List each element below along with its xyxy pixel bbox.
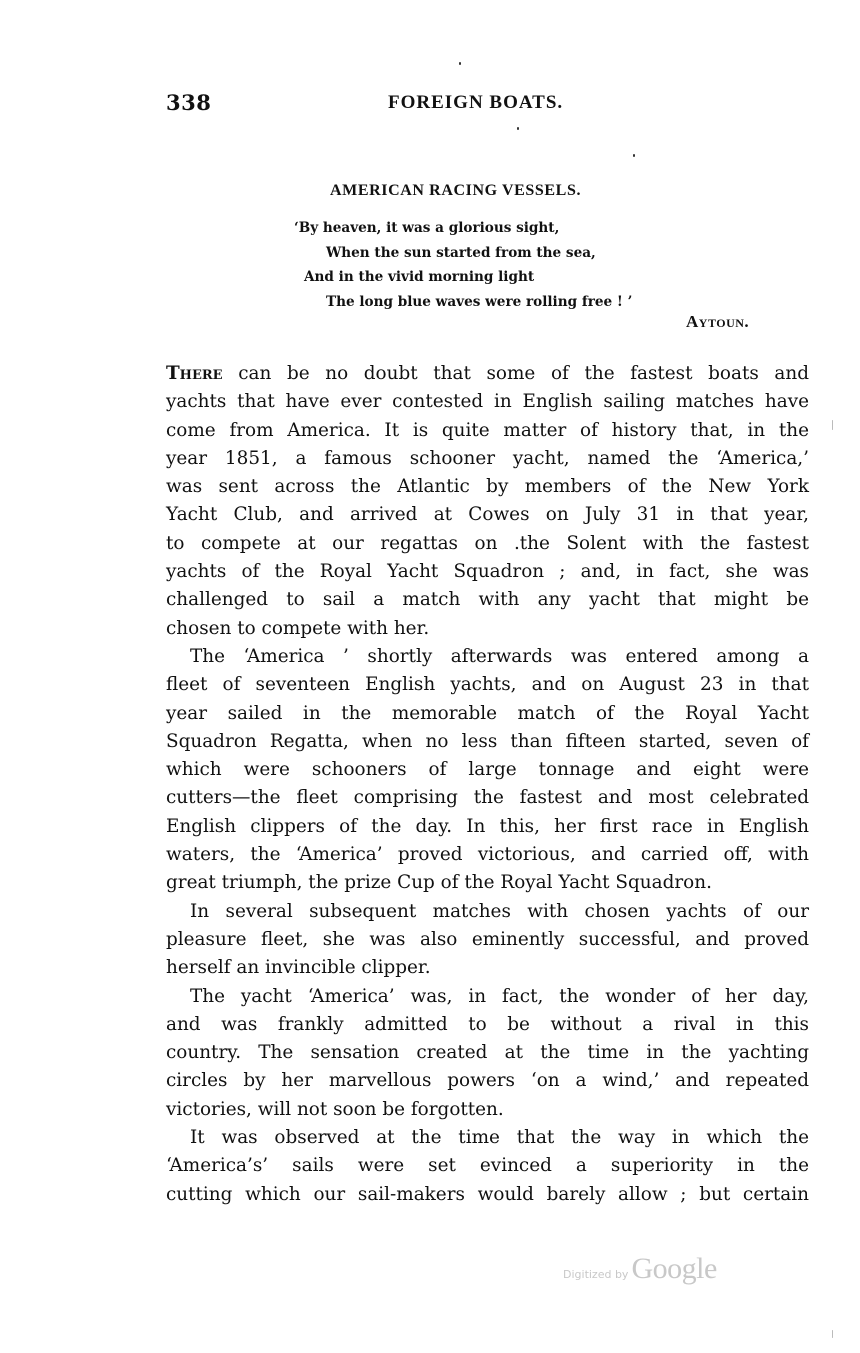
text-line: pleasure fleet, she was also eminently successful, and proved <box>166 928 809 950</box>
text-fragment: can be no doubt that some of the fastest boats and <box>222 363 809 384</box>
text-line: yachts of the Royal Yacht Squadron ; and, in fact, she was <box>166 561 809 583</box>
lead-word: There <box>166 363 223 384</box>
paragraph <box>166 898 809 983</box>
scan-speck <box>832 1330 833 1338</box>
running-head <box>166 90 812 120</box>
paragraph <box>166 983 809 1124</box>
text-line: victories, will not soon be forgotten. <box>166 1098 504 1120</box>
scan-speck <box>832 420 833 430</box>
text-line: come from America. It is quite matter of history that, in the <box>166 419 809 441</box>
epigraph-line: ‘By heaven, it was a glorious sight, <box>294 220 560 236</box>
text-line: country. The sensation created at the time in the yachting <box>166 1042 809 1064</box>
text-line: Yacht Club, and arrived at Cowes on July 31 in that year, <box>166 504 809 526</box>
text-line <box>166 360 809 388</box>
epigraph-line: The long blue waves were rolling free ! ’ <box>326 293 633 310</box>
text-line: Squadron Regatta, when no less than fifteen started, seven of <box>166 730 809 752</box>
paragraph <box>166 1124 809 1209</box>
text-line: herself an invincible clipper. <box>166 957 431 979</box>
google-logo-text: Google <box>631 1252 717 1285</box>
paragraph <box>166 643 809 898</box>
text-line: It was observed at the time that the way in which the <box>190 1127 809 1149</box>
running-title: FOREIGN BOATS. <box>388 92 564 113</box>
scan-speck <box>633 154 635 157</box>
epigraph-attribution: Aytoun. <box>686 312 750 331</box>
epigraph-line: And in the vivid morning light <box>304 269 535 285</box>
text-line: cutters—the fleet comprising the fastest and most celebrated <box>166 787 809 809</box>
scan-speck <box>517 127 519 130</box>
text-line: fleet of seventeen English yachts, and on August 23 in that <box>166 674 809 696</box>
text-line: The yacht ‘America’ was, in fact, the wonder of her day, <box>190 985 809 1007</box>
digitized-by-google-watermark <box>563 1252 717 1286</box>
scan-speck <box>459 62 461 65</box>
epigraph-line: When the sun started from the sea, <box>326 244 596 261</box>
text-line: to compete at our regattas on .the Solent with the fastest <box>166 532 809 554</box>
text-line: yachts that have ever contested in English sailing matches have <box>166 391 809 413</box>
page-number: 338 <box>166 90 212 115</box>
text-line: year sailed in the memorable match of the Royal Yacht <box>166 702 809 724</box>
text-line: and was frankly admitted to be without a rival in this <box>166 1013 809 1035</box>
epigraph <box>294 216 632 314</box>
text-line: The ‘America ’ shortly afterwards was entered among a <box>190 645 809 667</box>
text-line: challenged to sail a match with any yacht that might be <box>166 589 809 611</box>
text-line: which were schooners of large tonnage and eight were <box>166 759 809 781</box>
paragraph <box>166 360 809 643</box>
text-line: English clippers of the day. In this, her first race in English <box>166 815 809 837</box>
text-line: waters, the ‘America’ proved victorious, and carried off, with <box>166 844 809 866</box>
body-text <box>166 360 809 1209</box>
text-line: ‘America’s’ sails were set evinced a superiority in the <box>166 1155 809 1177</box>
text-line: great triumph, the prize Cup of the Royal Yacht Squadron. <box>166 872 712 894</box>
text-line: In several subsequent matches with chosen yachts of our <box>190 900 809 922</box>
text-line: chosen to compete with her. <box>166 617 430 639</box>
text-line: was sent across the Atlantic by members of the New York <box>166 476 809 498</box>
text-line: circles by her marvellous powers ‘on a wind,’ and repeated <box>166 1070 809 1092</box>
watermark-prefix: Digitized by <box>563 1268 629 1281</box>
text-line: year 1851, a famous schooner yacht, named the ‘America,’ <box>166 447 809 469</box>
section-title: AMERICAN RACING VESSELS. <box>330 182 582 199</box>
text-line: cutting which our sail-makers would barely allow ; but certain <box>166 1183 809 1205</box>
